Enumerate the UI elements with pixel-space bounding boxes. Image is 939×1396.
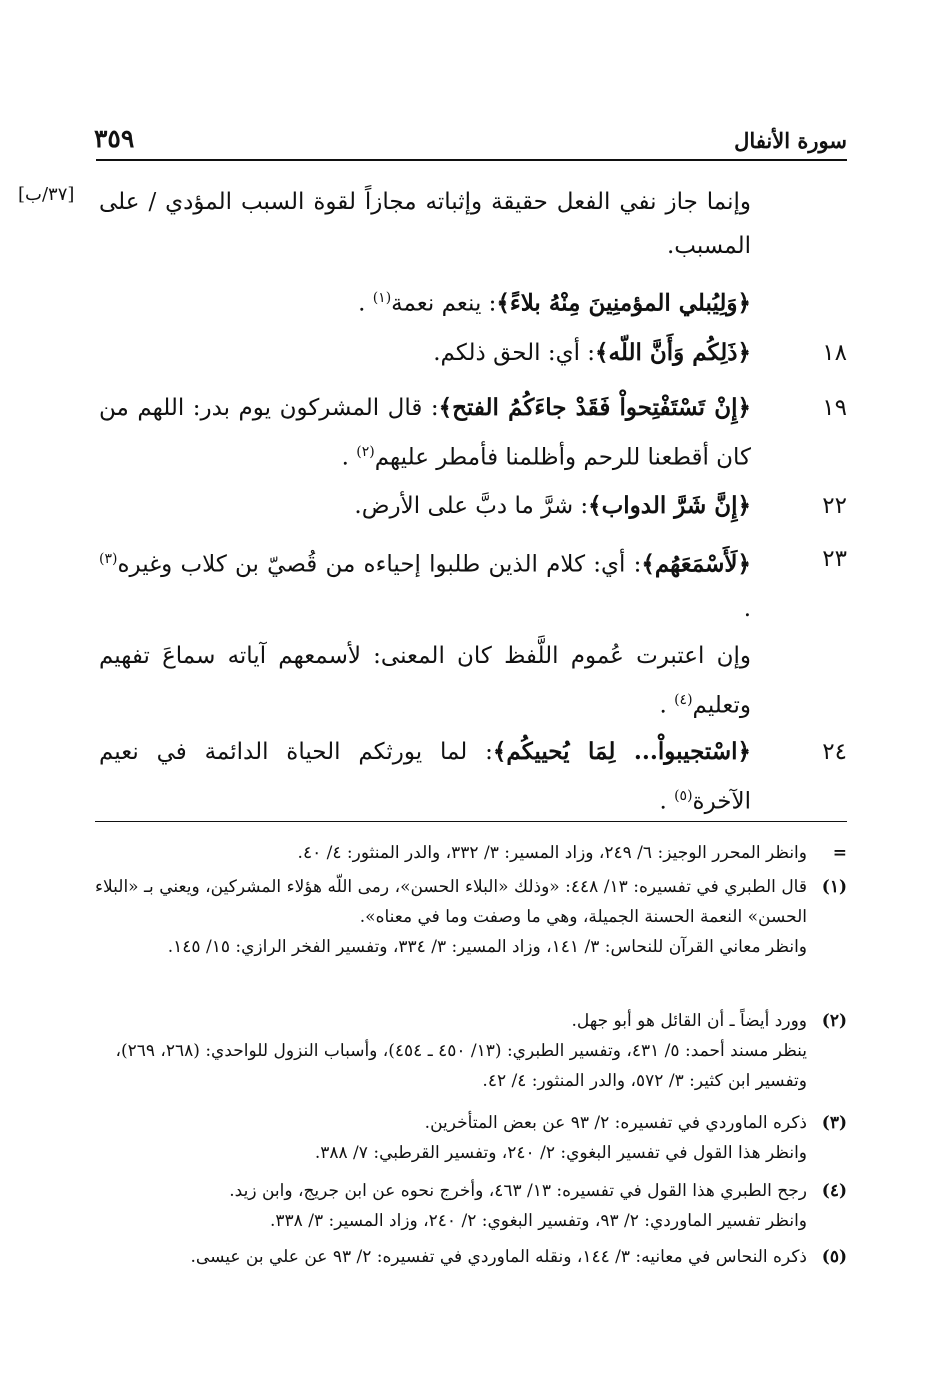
footnote-ref: (١) (372, 290, 392, 306)
ayah-number: ٢٢ (822, 493, 847, 519)
footnote-mark: (٣) (821, 1113, 847, 1133)
entry-24 (99, 730, 847, 824)
footnote-rule (95, 821, 847, 822)
footnote-line: وانظر هذا القول في تفسير البغوي: ٢/ ٢٤٠، وتفسير القرطبي: ٧/ ٣٨٨. (314, 1143, 807, 1163)
gloss: : لما يورثكم الحياة الدائمة في نعيم الآخرة (99, 739, 751, 815)
footnote-ref: (٣) (99, 551, 118, 567)
footnote-mark: (٤) (821, 1181, 847, 1201)
footnote-ref: (٢) (356, 444, 375, 460)
end-mark: . (358, 290, 373, 317)
footnote-mark: (١) (821, 877, 847, 897)
gloss: : ينعم نعمة (391, 290, 497, 317)
quran-quote: ﴿إِنَّ شَرَّ الدواب﴾ (588, 492, 751, 519)
footnote-line: وانظر المحرر الوجيز: ٦/ ٢٤٩، وزاد المسير: ٣/ ٣٣٢، والدر المنثور: ٤/ ٤٠. (297, 843, 807, 863)
footnote-5 (95, 1242, 847, 1272)
footnote-mark: (٢) (821, 1011, 847, 1031)
quran-quote: ﴿لَأَسْمَعَهُم﴾ (641, 550, 751, 578)
ayah-number: ١٩ (822, 395, 847, 421)
footnote-4 (95, 1176, 847, 1236)
ayah-number: ٢٤ (822, 739, 847, 765)
page-number: ٣٥٩ (94, 124, 135, 153)
end-mark: . (659, 788, 675, 815)
quran-quote: ﴿وَلِيُبلي المؤمنِينَ مِنْهُ بلاءً﴾ (496, 289, 751, 317)
intro-paragraph (99, 180, 847, 268)
footnote-mark: (٥) (821, 1247, 847, 1267)
surah-title: سورة الأنفال (734, 128, 847, 153)
quran-quote: ﴿إِنْ تَسْتَفْتِحواْ فَقَدْ جاءَكُمُ الفتح﴾ (438, 394, 751, 421)
entry-18 (99, 331, 847, 375)
gloss: : شرَّ ما دبَّ على الأرض. (354, 493, 589, 519)
entry-0 (99, 276, 847, 326)
footnote-line: ذكره النحاس في معانيه: ٣/ ١٤٤، ونقله الماوردي في تفسيره: ٢/ ٩٣ عن علي بن عيسى. (190, 1247, 807, 1267)
gloss: : أي: كلام الذين طلبوا إحياءه من قُصيّ بن كلاب وغيره (117, 551, 642, 578)
quran-quote: ﴿ذَلِكُم وَأَنَّ اللّه﴾ (595, 339, 751, 366)
ayah-number: ١٨ (822, 340, 847, 366)
entry-23 (99, 537, 847, 631)
intro-text: وإنما جاز نفي الفعل حقيقة وإثباته مجازاً لقوة السبب المؤدي / على المسبب. (99, 189, 751, 259)
footnote-line: قال الطبري في تفسيره: ١٣/ ٤٤٨: «وذلك «البلاء الحسن»، رمى اللّه هؤلاء المشركين، ويعني بـ «البلاء الحسن» النعمة الحسنة الجميلة، وهي ما وصفت وما في معناه». (95, 877, 807, 927)
footnote-1 (95, 872, 847, 962)
ayah-number: ٢٣ (822, 546, 847, 572)
quran-quote: ﴿اسْتجيبواْ... لِمَا يُحييكُم﴾ (492, 738, 751, 765)
gloss: وإن اعتبرت عُموم اللَّفظ كان المعنى: لأسمعهم آياته سماعَ تفهيم وتعليم (99, 643, 751, 719)
end-mark: . (659, 692, 675, 719)
footnote-line: ينظر مسند أحمد: ٥/ ٤٣١، وتفسير الطبري: (١٣/ ٤٥٠ ـ ٤٥٤)، وأسباب النزول للواحدي: (٢٦٨، ٢٦٩)، وتفسير ابن كثير: ٣/ ٥٧٢، والدر المنثور: ٤/ ٤٢. (115, 1041, 807, 1091)
margin-folio-note: [٣٧/ب] (18, 184, 75, 205)
footnote-ref: (٤) (674, 692, 693, 708)
end-mark: . (743, 595, 751, 622)
footnote-line: وورد أيضاً ـ أن القائل هو أبو جهل. (571, 1011, 807, 1031)
header-rule (96, 159, 847, 161)
end-mark: . (341, 444, 357, 471)
entry-19 (99, 386, 847, 480)
footnote-continued (95, 838, 847, 868)
gloss: : أي: الحق ذلكم. (433, 340, 596, 366)
footnote-line: وانظر معاني القرآن للنحاس: ٣/ ١٤١، وزاد المسير: ٣/ ٣٣٤، وتفسير الفخر الرازي: ١٥/ ١٤٥. (167, 937, 807, 957)
footnote-line: رجح الطبري هذا القول في تفسيره: ١٣/ ٤٦٣، وأخرج نحوه عن ابن جريج، وابن زيد. (229, 1181, 807, 1201)
gloss: : قال المشركون يوم بدر: اللهم من كان أقطعنا للرحم وأظلمنا فأمطر عليهم (99, 395, 751, 471)
footnote-3 (95, 1108, 847, 1168)
entry-23-continuation (99, 634, 847, 728)
footnote-mark: = (832, 843, 847, 863)
footnote-2 (95, 1006, 847, 1096)
entry-22 (99, 484, 847, 528)
footnote-line: ذكره الماوردي في تفسيره: ٢/ ٩٣ عن بعض المتأخرين. (424, 1113, 807, 1133)
footnote-line: وانظر تفسير الماوردي: ٢/ ٩٣، وتفسير البغوي: ٢/ ٢٤٠، وزاد المسير: ٣/ ٣٣٨. (270, 1211, 807, 1231)
footnote-ref: (٥) (674, 788, 693, 804)
